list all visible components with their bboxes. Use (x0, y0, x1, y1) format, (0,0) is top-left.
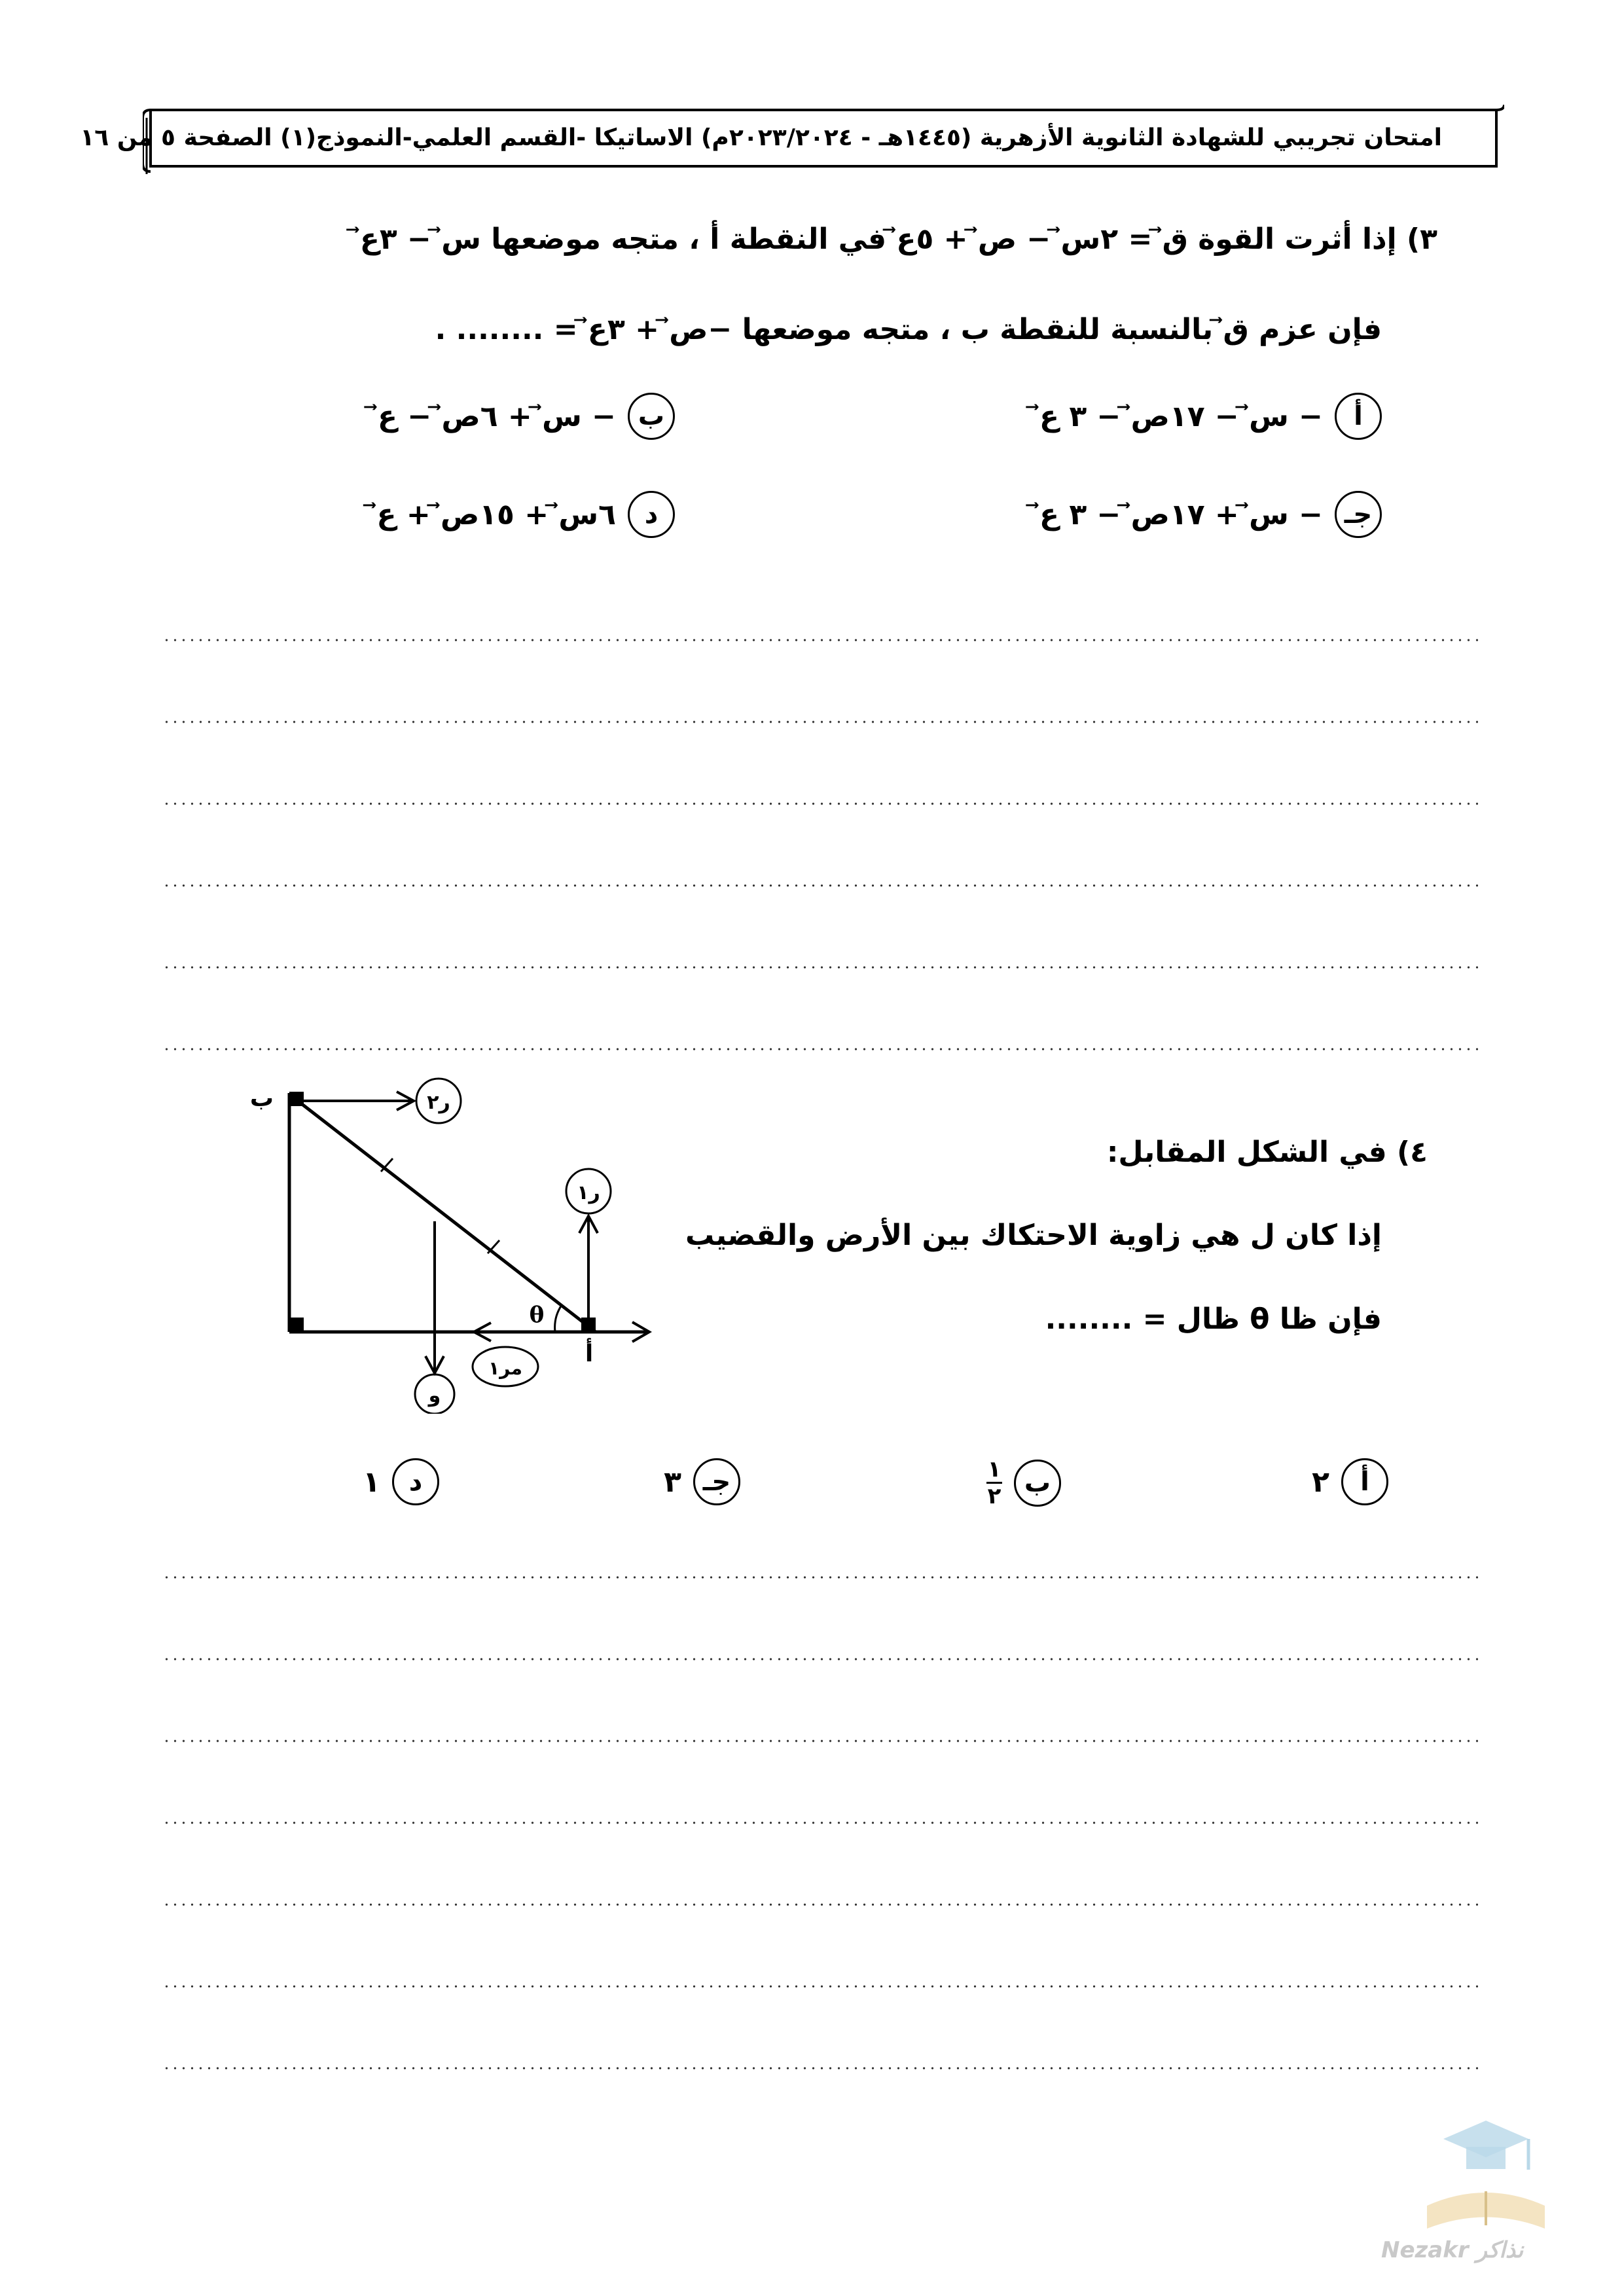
theta-arc (555, 1305, 562, 1332)
r2-label: ر٢ (427, 1091, 450, 1114)
label-a: أ (585, 1340, 594, 1367)
option-letter-b: ب (1014, 1460, 1061, 1507)
option-letter-c: جـ (1335, 491, 1382, 538)
answer-line (162, 802, 1478, 805)
q4-option-a[interactable] (1312, 1458, 1388, 1505)
answer-line (162, 884, 1478, 887)
answer-line (162, 639, 1478, 641)
right-angle-mark (289, 1318, 304, 1332)
answer-line (162, 1740, 1478, 1742)
ladder-figure (242, 1073, 687, 1416)
answer-line (162, 1048, 1478, 1050)
answer-line (162, 966, 1478, 969)
theta-label: θ (529, 1302, 545, 1328)
option-text: ٢ (1312, 1465, 1329, 1499)
mr1-label: مر١ (488, 1357, 522, 1379)
answer-line (162, 1985, 1478, 1988)
answer-line (162, 2067, 1478, 2070)
option-letter-a: أ (1335, 393, 1382, 440)
q3-option-d[interactable] (376, 491, 675, 538)
q4-line1: إذا كان ل هي زاوية الاحتكاك بين الأرض والقضيب (685, 1219, 1382, 1252)
q4-title: ٤) في الشكل المقابل: (1106, 1136, 1428, 1169)
fraction-numerator: ١ (987, 1456, 1001, 1482)
right-angle-mark (581, 1318, 596, 1332)
answer-line (162, 1821, 1478, 1824)
option-letter-a: أ (1341, 1458, 1388, 1505)
answer-line (162, 1576, 1478, 1579)
answer-line (162, 721, 1478, 723)
q4-option-d[interactable] (363, 1458, 439, 1505)
option-letter-d: د (392, 1458, 439, 1505)
ladder-diagram (242, 1073, 687, 1414)
option-text: ٣ (664, 1465, 681, 1499)
label-b: ب (249, 1085, 274, 1112)
page-header (80, 103, 1504, 175)
q4-option-b[interactable] (986, 1458, 1061, 1507)
q3-option-c[interactable] (1039, 491, 1382, 538)
option-text: − س⃗ + ٦ص⃗ − ع⃗ (377, 399, 616, 433)
option-text: ٦س⃗ + ١٥ص⃗ + ع⃗ (376, 497, 616, 531)
fraction-denominator: ٢ (987, 1483, 1001, 1509)
q3-option-a[interactable] (1039, 393, 1382, 440)
option-text: ١ (363, 1465, 380, 1499)
brand-watermark: Nezakr نذاكر (1381, 2237, 1524, 2263)
q3-line1: ٣) إذا أثرت القوة ق⃗ = ٢س⃗ − ص⃗ + ٥ع⃗ في النقطة أ ، متجه موضعها س⃗ − ٣ع⃗ (359, 223, 1437, 256)
q3-option-b[interactable] (378, 393, 675, 440)
answer-line (162, 1658, 1478, 1660)
answer-line (162, 1903, 1478, 1906)
option-text: − س⃗ + ١٧ص⃗ − ٣ ع⃗ (1039, 497, 1323, 531)
option-letter-c: جـ (693, 1458, 740, 1505)
q3-line2: فإن عزم ق⃗ بالنسبة للنقطة ب ، متجه موضعها −ص⃗ + ٣ع⃗ = ........ . (435, 313, 1382, 346)
option-text: − س⃗ − ١٧ص⃗ − ٣ ع⃗ (1039, 399, 1323, 433)
r1-label: ر١ (577, 1181, 600, 1204)
ladder-rod (289, 1094, 596, 1332)
w-label: و (428, 1384, 441, 1407)
q4-option-c[interactable] (664, 1458, 740, 1505)
right-angle-mark (289, 1092, 304, 1106)
header-title: امتحان تجريبي للشهادة الثانوية الأزهرية (١٤٤٥هـ - ٢٠٢٣/٢٠٢٤م) الاساتيكا -القسم العلمي-النموذج(١) الصفحة ٥ من ١٦ (80, 124, 1442, 151)
option-letter-d: د (628, 491, 675, 538)
q4-line2: فإن ظا θ ظال = ........ (1045, 1302, 1382, 1336)
fraction-half (986, 1458, 1002, 1507)
option-letter-b: ب (628, 393, 675, 440)
